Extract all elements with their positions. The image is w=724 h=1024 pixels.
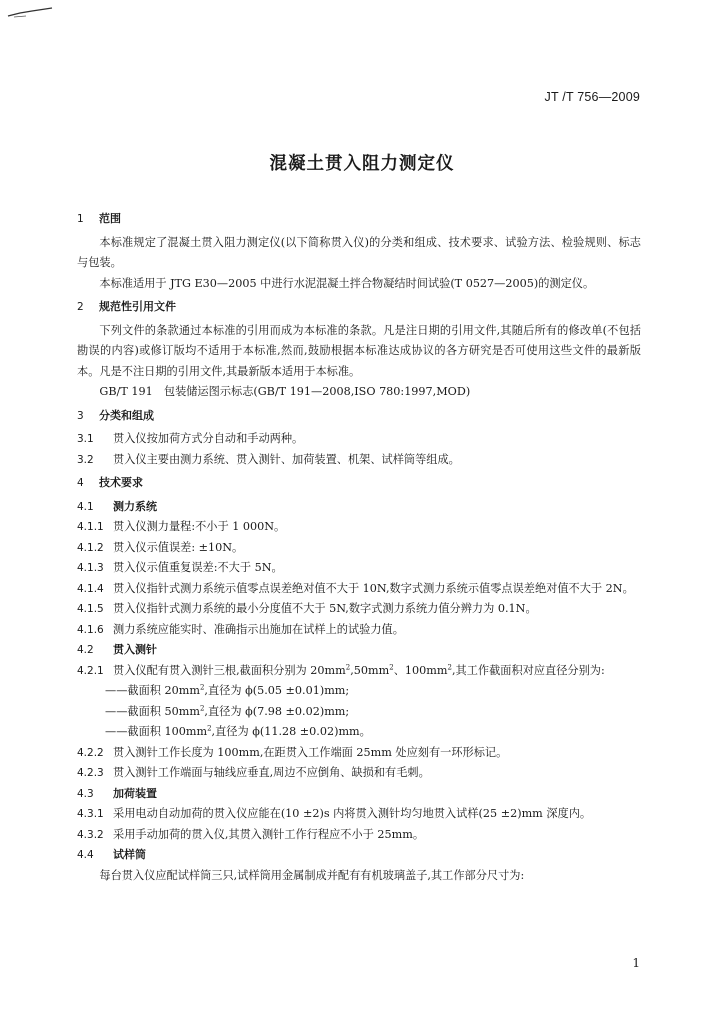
- section-heading-1: 1 范围: [77, 212, 121, 225]
- section-heading-4: 4 技术要求: [77, 476, 143, 489]
- subsection-heading: 4.1 测力系统: [77, 499, 157, 513]
- pen-stroke-mark: [6, 4, 54, 20]
- section-heading-2: 2 规范性引用文件: [77, 300, 176, 313]
- list-item: ——截面积 $50mm^2$,直径为 ϕ(7.98 ±0.02)mm;: [105, 703, 350, 718]
- clause-item: 4.1.3 贯入仪示值重复误差:不大于 5N。: [77, 561, 283, 574]
- clause-item: 4.2.2 贯入测针工作长度为 100mm,在距贯入工作端面 25mm 处应刻有一环形标记。: [77, 745, 508, 759]
- clause-item: 4.3.1 采用电动自动加荷的贯入仪应能在(10 ±2)s 内将贯入测针均匀地贯入试样(25 ±2)mm 深度内。: [77, 807, 592, 820]
- paragraph: 本标准规定了混凝土贯入阻力测定仪(以下简称贯入仪)的分类和组成、技术要求、试验方法、检验规则、标志与包装。: [77, 235, 641, 269]
- subsection-heading: 4.4 试样筒: [77, 848, 146, 861]
- clause-item: 4.3.2 采用手动加荷的贯入仪,其贯入测针工作行程应不小于 25mm。: [77, 827, 425, 841]
- page-number: 1: [632, 956, 640, 970]
- subsection-heading: 4.3 加荷装置: [77, 786, 157, 800]
- clause-item: 4.1.6 测力系统应能实时、准确指示出施加在试样上的试验力值。: [77, 622, 404, 636]
- clause-item: 3.2 贯入仪主要由测力系统、贯入测针、加荷装置、机架、试样筒等组成。: [77, 452, 460, 466]
- clause-item: 4.2.3 贯入测针工作端面与轴线应垂直,周边不应倒角、缺损和有毛刺。: [77, 766, 430, 779]
- document-title: 混凝土贯入阻力测定仪: [269, 154, 455, 174]
- clause-item: 4.1.1 贯入仪测力量程:不小于 1 000N。: [77, 520, 286, 533]
- clause-item: 3.1 贯入仪按加荷方式分自动和手动两种。: [77, 432, 304, 445]
- clause-item: 4.1.2 贯入仪示值误差: ±10N。: [77, 540, 244, 554]
- document-body: [77, 206, 641, 886]
- list-item: ——截面积 $100mm^2$,直径为 ϕ(11.28 ±0.02)mm。: [105, 724, 371, 738]
- paragraph: 本标准适用于 JTG E30—2005 中进行水泥混凝土拌合物凝结时间试验(T 0527—2005)的测定仪。: [99, 276, 595, 290]
- paragraph: 下列文件的条款通过本标准的引用而成为本标准的条款。凡是注日期的引用文件,其随后所有的修改单(不包括勘误的内容)或修订版均不适用于本标准,然而,鼓励根据本标准达成协议的各方研究是否可使用这些文件的最新版本。凡是不注日期的引用文件,其最新版本适用于本标准。: [77, 323, 641, 378]
- paragraph: 每台贯入仪应配试样筒三只,试样筒用金属制成并配有有机玻璃盖子,其工作部分尺寸为:: [99, 868, 525, 882]
- clause-item: 4.2.1 贯入仪配有贯入测针三根,截面积分别为 $20mm^2,50mm^2$、$100mm^2$,其工作截面积对应直径分别为:: [77, 662, 605, 677]
- section-heading-3: 3 分类和组成: [77, 408, 154, 422]
- list-item: ——截面积 $20mm^2$,直径为 ϕ(5.05 ±0.01)mm;: [105, 683, 350, 697]
- subsection-heading: 4.2 贯入测针: [77, 643, 157, 656]
- reference-item: GB/T 191 包装储运图示标志(GB/T 191—2008,ISO 780:1997,MOD): [99, 385, 471, 398]
- clause-item: 4.1.5 贯入仪指针式测力系统的最小分度值不大于 5N,数字式测力系统力值分辨力为 0.1N。: [77, 602, 537, 615]
- clause-item: 4.1.4 贯入仪指针式测力系统示值零点误差绝对值不大于 10N,数字式测力系统示值零点误差绝对值不大于 2N。: [77, 581, 634, 595]
- standard-code: JT /T 756—2009: [544, 90, 640, 104]
